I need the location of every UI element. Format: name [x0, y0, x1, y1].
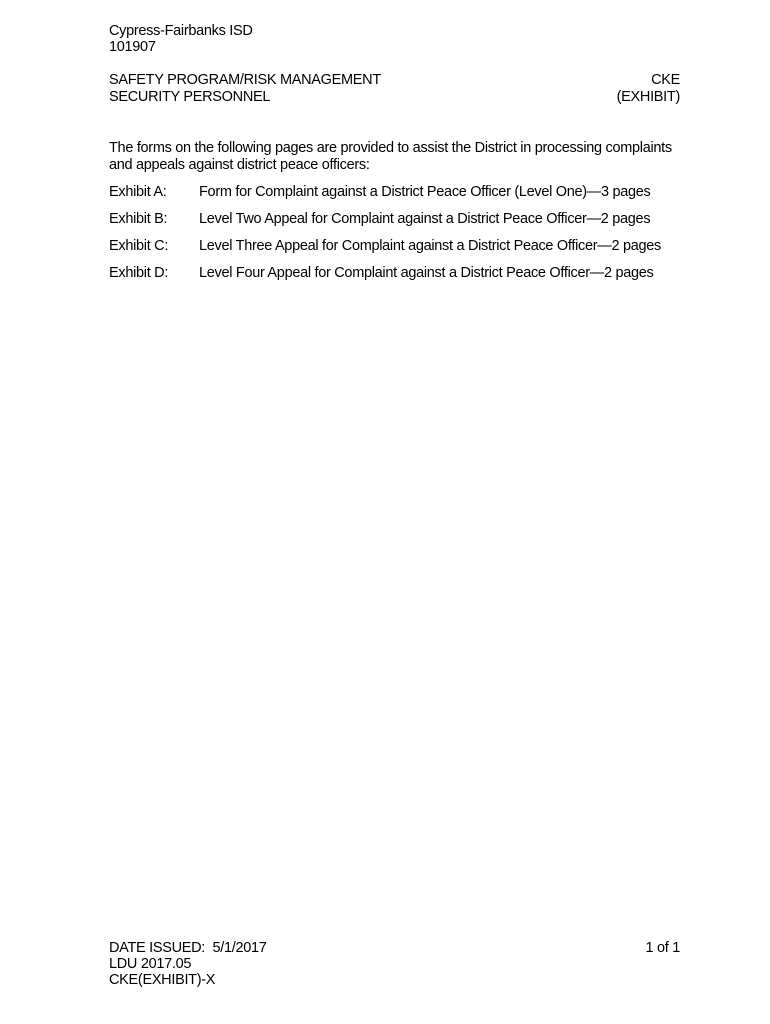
exhibit-label: Exhibit A:: [109, 184, 167, 200]
exhibit-label: Exhibit C:: [109, 238, 169, 254]
district-header: [109, 23, 253, 55]
exhibit-item-c: [109, 238, 709, 265]
page-number: 1 of 1: [645, 940, 680, 956]
exhibit-label: Exhibit D:: [109, 265, 169, 281]
exhibit-description: Level Four Appeal for Complaint against a District Peace Officer—2 pages: [199, 265, 654, 281]
exhibit-item-a: [109, 184, 709, 211]
document-code: CKE(EXHIBIT)-X: [109, 972, 216, 988]
policy-header-row-1: [109, 72, 680, 89]
exhibit-description: Level Three Appeal for Complaint against a District Peace Officer—2 pages: [199, 238, 661, 254]
subsection-title: SECURITY PERSONNEL: [109, 89, 271, 105]
district-name: Cypress-Fairbanks ISD: [109, 23, 253, 39]
policy-header: [109, 72, 680, 106]
ldu-code: LDU 2017.05: [109, 956, 192, 972]
section-title: SAFETY PROGRAM/RISK MANAGEMENT: [109, 72, 381, 88]
policy-code: CKE: [651, 72, 680, 88]
policy-header-row-2: [109, 89, 680, 106]
exhibit-label: Exhibit B:: [109, 211, 168, 227]
exhibit-item-b: [109, 211, 709, 238]
exhibit-list: [109, 184, 709, 292]
document-footer: [109, 940, 680, 988]
date-issued: DATE ISSUED: 5/1/2017: [109, 940, 267, 956]
exhibit-description: Form for Complaint against a District Peace Officer (Level One)—3 pages: [199, 184, 651, 200]
policy-type: (EXHIBIT): [616, 89, 680, 105]
exhibit-description: Level Two Appeal for Complaint against a District Peace Officer—2 pages: [199, 211, 651, 227]
district-code: 101907: [109, 39, 156, 55]
exhibit-item-d: [109, 265, 709, 292]
footer-row-1: [109, 940, 680, 956]
intro-paragraph: The forms on the following pages are provided to assist the District in processing complaints and appeals against district peace officers:: [109, 140, 672, 173]
